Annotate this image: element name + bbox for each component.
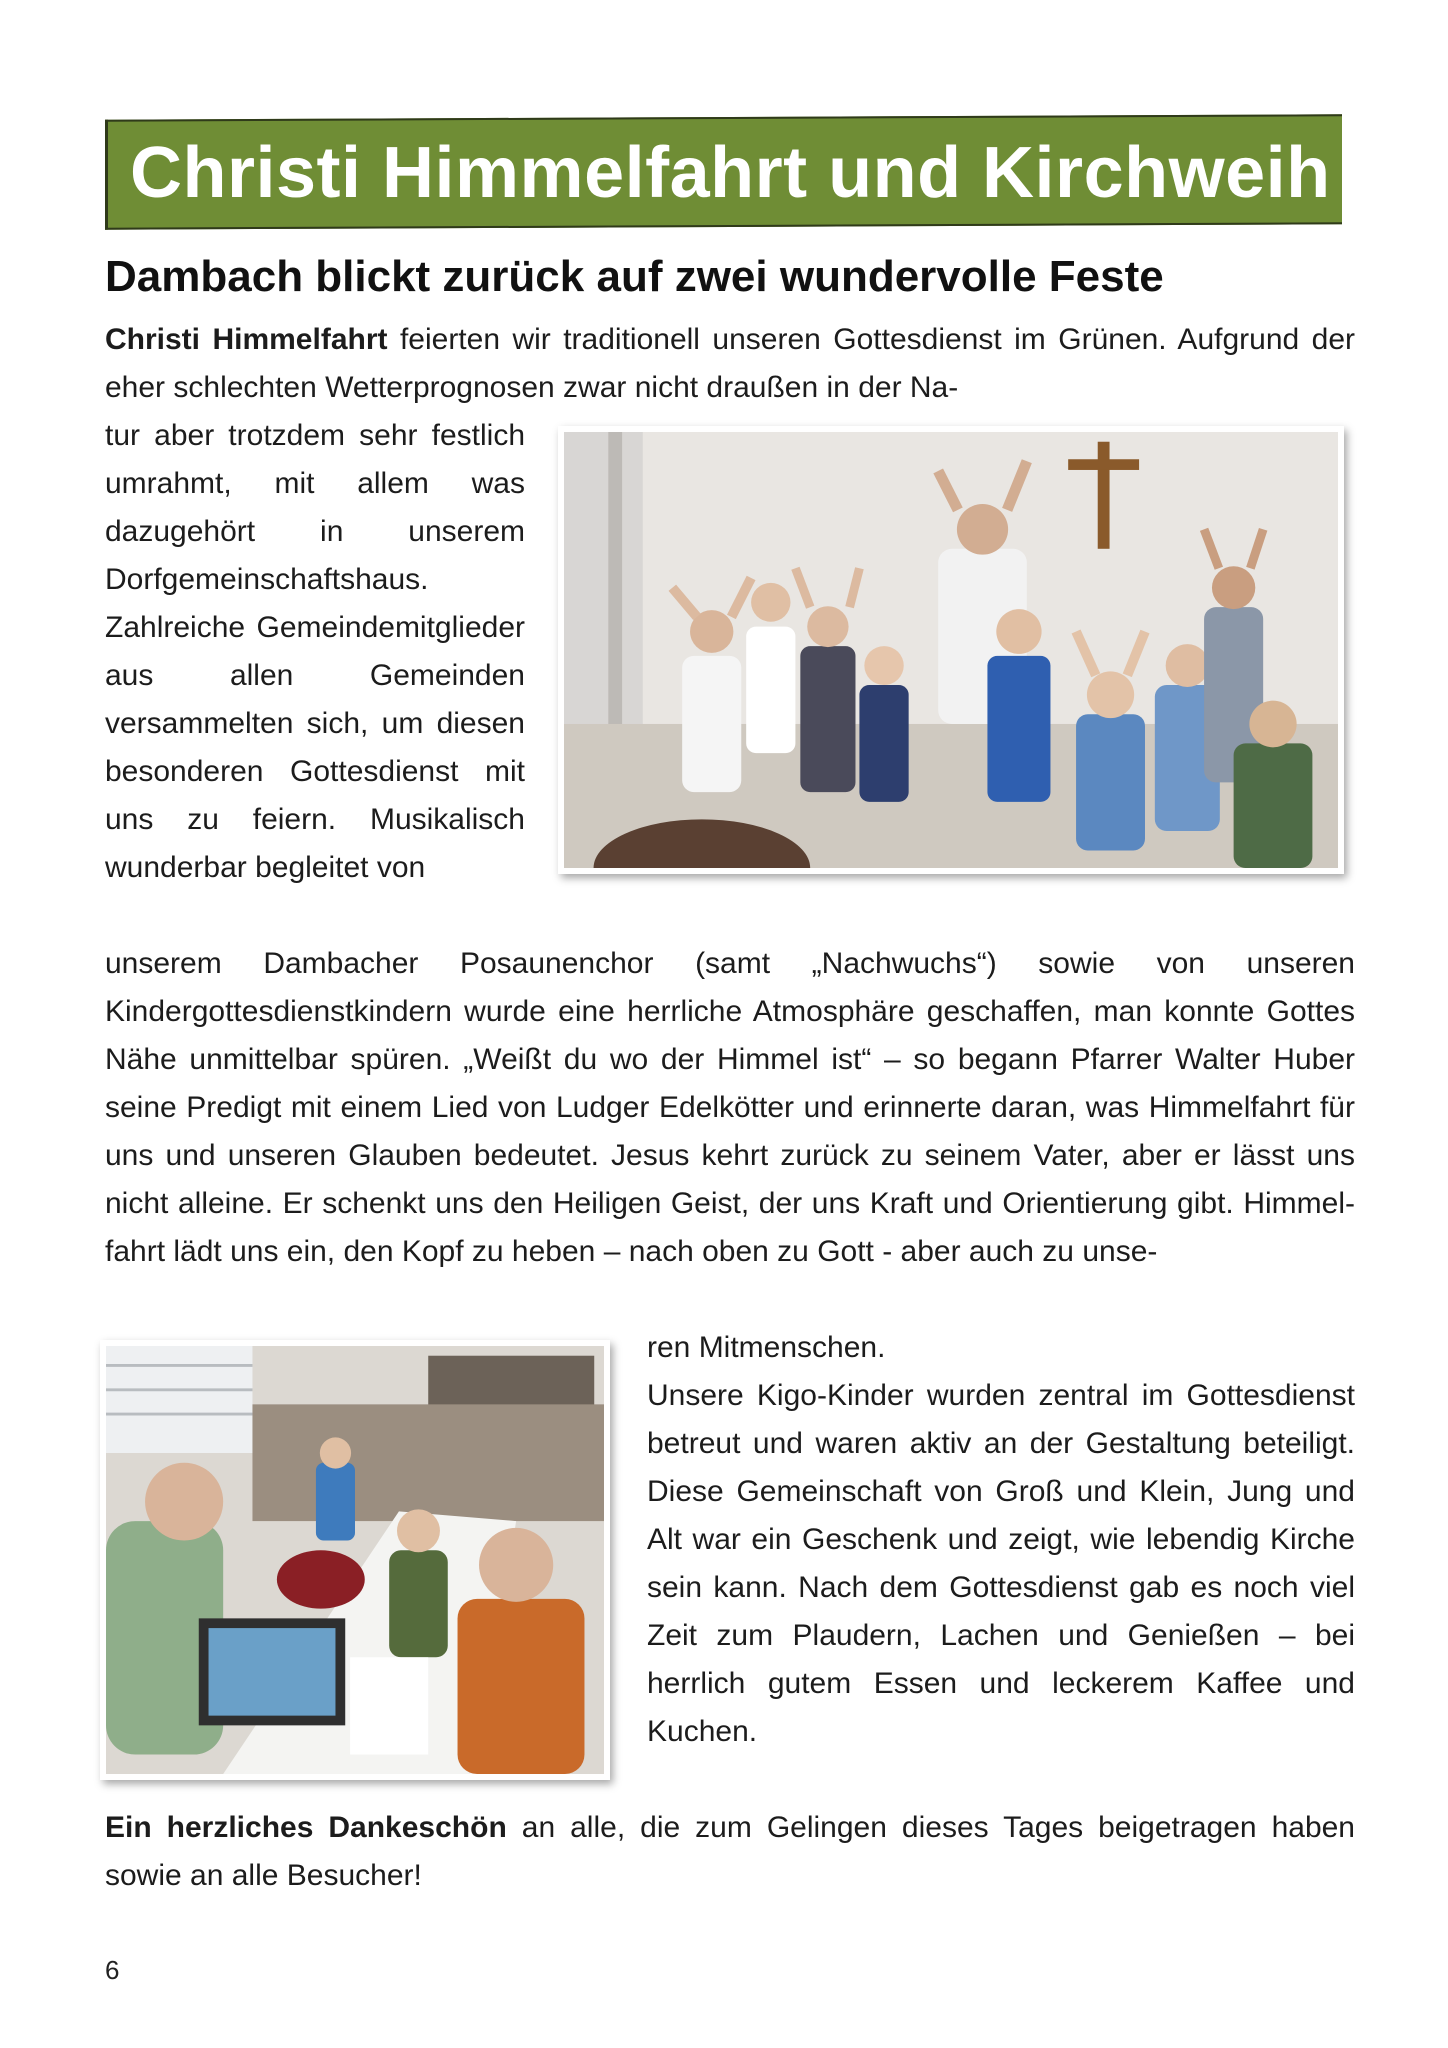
kigo-paragraph: Unsere Kigo-Kinder wurden zentral im Gottesdienst betreut und waren aktiv an der Gestaltung beteiligt. Diese Gemeinschaft von Groß und Klein, Jung und Alt war ein Geschenk und zeigt, wie lebendig Kirche sein kann. Nach dem Gottesdienst gab es noch viel Zeit zum Plaudern, Lachen und Genießen – bei herrlich gutem Essen und leckerem Kaffee und Kuchen. — [647, 1379, 1355, 1748]
article-body — [105, 940, 1355, 1276]
body-paragraph: unserem Dambacher Posaunenchor (samt „Nachwuchs“) sowie von unseren Kindergottesdienstkindern wurde eine herrliche Atmosphäre geschaffen, man konnte Gottes Nähe unmittelbar spüren. „Weißt du wo der Himmel ist“ – so begann Pfarrer Walter Huber seine Predigt mit einem Lied von Ludger Edelkötter und erinnerte daran, was Himmelfahrt für uns und unseren Glauben bedeutet. Jesus kehrt zurück zu seinem Vater, aber er lässt uns nicht alleine. Er schenkt uns den Heiligen Geist, der uns Kraft und Orientierung gibt. Himmelfahrt lädt uns ein, den Kopf zu heben – nach oben zu Gott - aber auch zu unse- — [105, 947, 1355, 1268]
article-kigo-paragraph — [647, 1372, 1355, 1756]
page-number: 6 — [105, 1955, 120, 1985]
thanks-bold: Ein herzliches Dankeschön — [105, 1811, 507, 1844]
article-subtitle: Dambach blickt zurück auf zwei wundervolle Feste — [105, 252, 1164, 301]
intro-bold: Christi Himmelfahrt — [105, 323, 388, 356]
article-thanks — [105, 1804, 1355, 1900]
page-title: Christi Himmelfahrt und Kirchweih — [130, 133, 1331, 213]
end-line: ren Mitmenschen. — [647, 1331, 886, 1364]
photo-community-table — [100, 1340, 610, 1780]
wrap-paragraph: tur aber trotzdem sehr festlich umrahmt, mit allem was dazugehört in unserem Dorfgemeinschaftshaus. Zahlreiche Gemeindemitglieder aus allen Gemeinden versammelten sich, um diesen besonderen Gottesdienst mit uns zu feiern. Musikalisch wunderbar begleitet von — [105, 419, 525, 884]
article-end-line — [647, 1324, 1355, 1372]
article-intro — [105, 316, 1355, 412]
intro-text: feierten wir traditionell unseren Gottesdienst im Grünen. Aufgrund der eher schlechten Wetterprognosen zwar nicht draußen in der Na- — [105, 323, 1355, 404]
thanks-text: an alle, die zum Gelingen dieses Tages beigetragen haben sowie an alle Besucher! — [105, 1811, 1355, 1892]
photo-children-service — [558, 426, 1344, 874]
article-wrap-text — [105, 412, 525, 892]
